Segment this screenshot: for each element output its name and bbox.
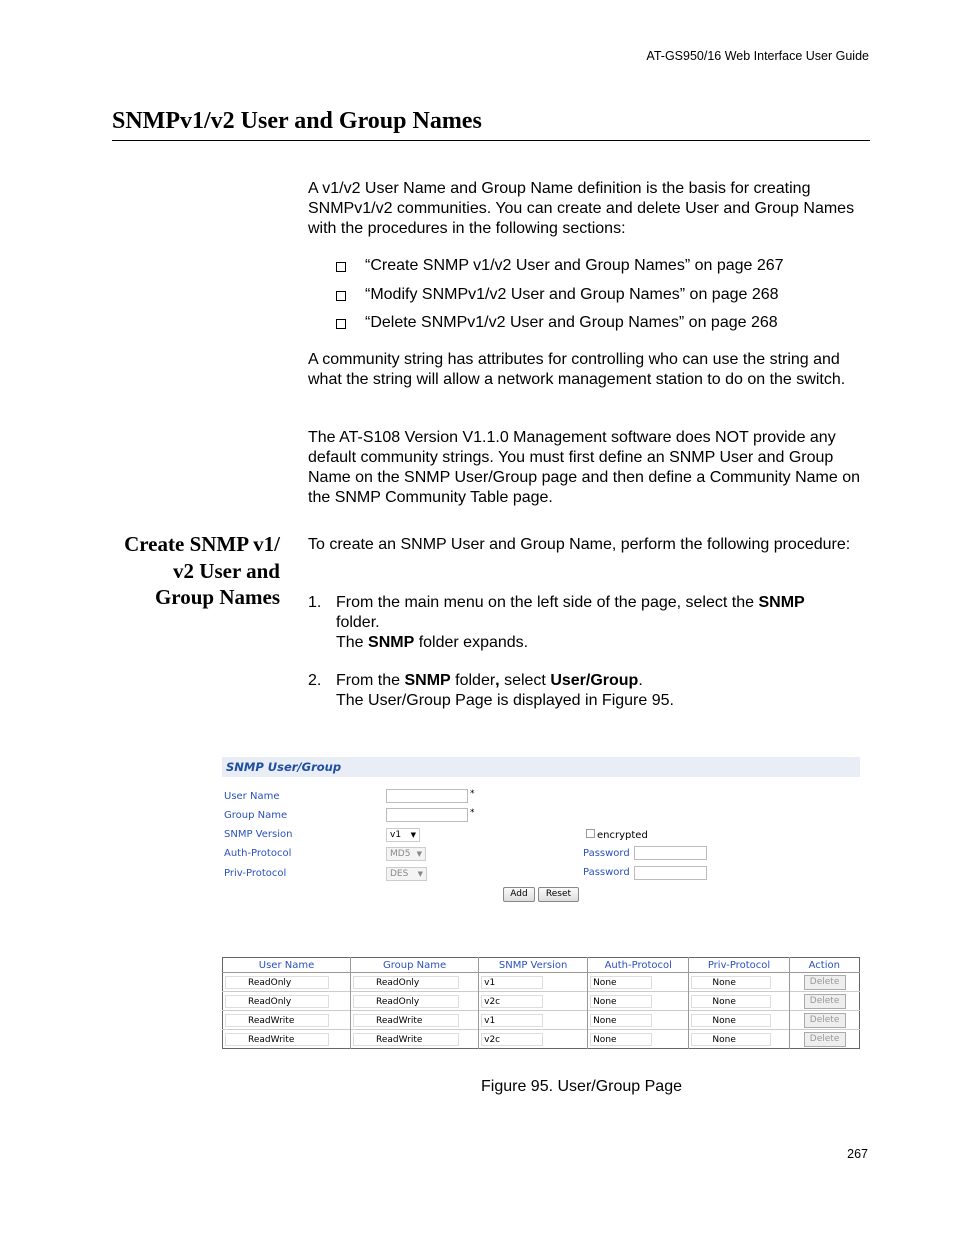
checkbox-bullet-icon [336, 291, 346, 301]
encrypted-checkbox[interactable] [586, 829, 595, 838]
default-strings-paragraph: The AT-S108 Version V1.1.0 Management software does NOT provide any default community strings. You must first define an SNMP User and Group Name on the SNMP User/Group page and then define a Community Name on the SNMP Community Table page. [308, 429, 860, 506]
group-name-cell: ReadOnly [353, 995, 459, 1008]
priv-protocol-cell: None [691, 995, 771, 1008]
auth-protocol-label: Auth-Protocol [224, 848, 292, 859]
auth-protocol-cell: None [590, 1014, 652, 1027]
snmp-version-cell: v2c [481, 995, 543, 1008]
group-name-cell: ReadWrite [353, 1014, 459, 1027]
user-name-cell: ReadWrite [225, 1033, 329, 1046]
user-name-cell: ReadOnly [225, 976, 329, 989]
table-row [223, 1030, 860, 1049]
step-1: 1. From the main menu on the left side of the page, select the SNMP folder. The SNMP folder expands. [308, 594, 805, 651]
page-number: 267 [847, 1147, 868, 1161]
section-title: SNMPv1/v2 User and Group Names [112, 108, 482, 134]
column-header: Action [789, 958, 859, 973]
checkbox-bullet-icon [336, 262, 346, 272]
priv-password-label: Password [583, 867, 630, 878]
snmp-version-cell: v1 [481, 976, 543, 989]
list-item[interactable]: “Create SNMP v1/v2 User and Group Names” on page 267 [336, 256, 876, 285]
user-group-table [222, 957, 860, 1049]
table-row [223, 1011, 860, 1030]
auth-protocol-cell: None [590, 976, 652, 989]
delete-button[interactable]: Delete [804, 975, 846, 990]
table-row [223, 973, 860, 992]
snmp-version-label: SNMP Version [224, 829, 293, 840]
auth-password-input[interactable] [634, 846, 707, 860]
snmp-version-select[interactable]: v1 ▼ [386, 828, 420, 842]
list-item[interactable]: “Modify SNMPv1/v2 User and Group Names” on page 268 [336, 285, 876, 314]
group-name-input[interactable] [386, 808, 468, 822]
user-name-cell: ReadOnly [225, 995, 329, 1008]
chevron-down-icon: ▼ [416, 850, 422, 858]
column-header: User Name [223, 958, 351, 973]
running-header: AT-GS950/16 Web Interface User Guide [646, 49, 869, 63]
delete-button[interactable]: Delete [804, 1032, 846, 1047]
snmp-version-cell: v2c [481, 1033, 543, 1046]
encrypted-label: encrypted [597, 830, 648, 841]
priv-protocol-select[interactable]: DES ▼ [386, 867, 427, 881]
column-header: SNMP Version [479, 958, 588, 973]
delete-button[interactable]: Delete [804, 994, 846, 1009]
group-name-cell: ReadWrite [353, 1033, 459, 1046]
user-name-input[interactable] [386, 789, 468, 803]
chevron-down-icon: ▼ [417, 870, 423, 878]
group-name-cell: ReadOnly [353, 976, 459, 989]
procedure-intro: To create an SNMP User and Group Name, perform the following procedure: [308, 536, 851, 553]
auth-protocol-cell: None [590, 995, 652, 1008]
community-paragraph: A community string has attributes for controlling who can use the string and what the string will allow a network management station to do on the switch. [308, 351, 846, 388]
column-header: Auth-Protocol [588, 958, 689, 973]
figure-caption: Figure 95. User/Group Page [481, 1078, 682, 1095]
step-2: 2. From the SNMP folder, select User/Group. The User/Group Page is displayed in Figure 95. [308, 672, 674, 709]
delete-button[interactable]: Delete [804, 1013, 846, 1028]
user-name-label: User Name [224, 791, 280, 802]
add-button[interactable]: Add [503, 887, 535, 902]
column-header: Priv-Protocol [689, 958, 789, 973]
figure-title: SNMP User/Group [222, 757, 860, 777]
intro-paragraph: A v1/v2 User Name and Group Name definition is the basis for creating SNMPv1/v2 communities. You can create and delete User and Group Names with the procedures in the following sections: [308, 180, 855, 237]
auth-password-label: Password [583, 848, 630, 859]
required-marker: * [470, 789, 475, 799]
user-group-figure [222, 757, 860, 1049]
priv-protocol-cell: None [691, 1014, 771, 1027]
table-header-row [223, 958, 860, 973]
chevron-down-icon: ▼ [410, 831, 416, 839]
priv-protocol-label: Priv-Protocol [224, 868, 287, 879]
column-header: Group Name [351, 958, 479, 973]
subsection-title: Create SNMP v1/ v2 User and Group Names [124, 532, 280, 609]
auth-protocol-select[interactable]: MD5 ▼ [386, 847, 426, 861]
bullet-list [336, 256, 876, 342]
required-marker: * [470, 808, 475, 818]
group-name-label: Group Name [224, 810, 288, 821]
list-item[interactable]: “Delete SNMPv1/v2 User and Group Names” on page 268 [336, 313, 876, 342]
priv-protocol-cell: None [691, 976, 771, 989]
table-row [223, 992, 860, 1011]
priv-password-input[interactable] [634, 866, 707, 880]
user-name-cell: ReadWrite [225, 1014, 329, 1027]
priv-protocol-cell: None [691, 1033, 771, 1046]
snmp-version-cell: v1 [481, 1014, 543, 1027]
auth-protocol-cell: None [590, 1033, 652, 1046]
reset-button[interactable]: Reset [538, 887, 579, 902]
title-rule [112, 140, 870, 141]
checkbox-bullet-icon [336, 319, 346, 329]
